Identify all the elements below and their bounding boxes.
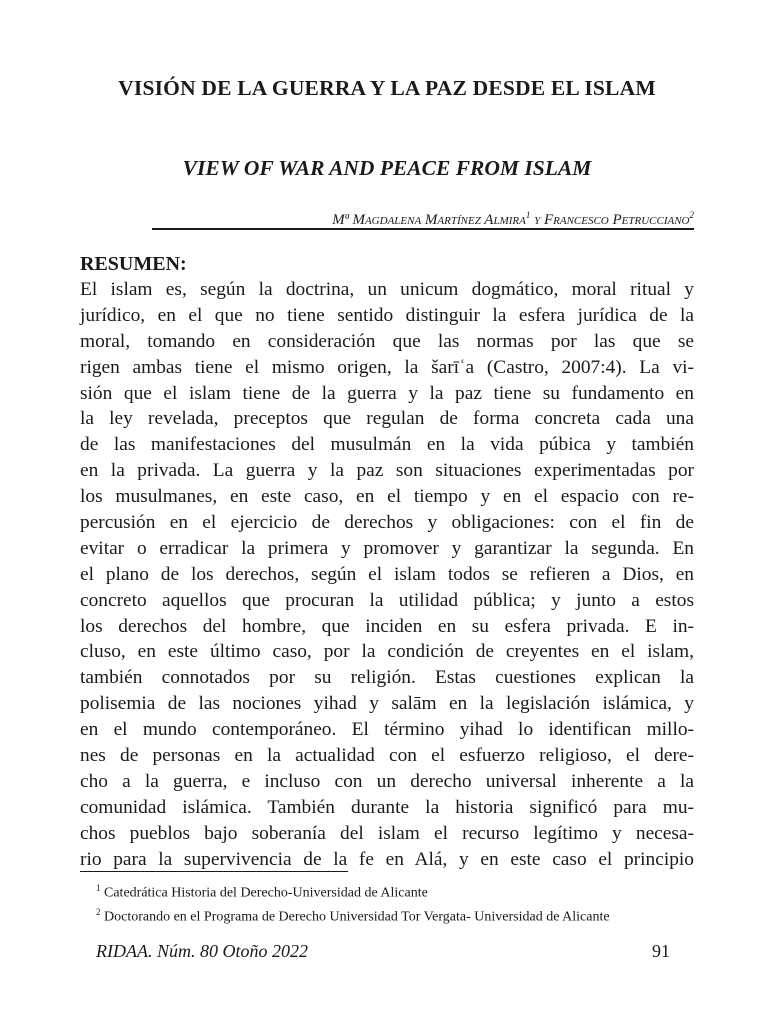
abstract-line: rigen ambas tiene el mismo origen, la šarīʿa (Castro, 2007:4). La vi- [80, 356, 694, 378]
footnote-separator [80, 871, 348, 872]
author-1-name: Mª Magdalena Martínez Almira [332, 212, 526, 228]
abstract-line: cluso, en este último caso, por la condición de creyentes en el islam, [80, 641, 694, 663]
footnotes [96, 879, 706, 926]
abstract-line: la ley revelada, preceptos que regulan de forma concreta cada una [80, 408, 694, 430]
author-2-footnote-ref: 2 [689, 210, 694, 220]
journal-citation: RIDAA. Núm. 80 Otoño 2022 [96, 941, 308, 961]
author-connector: y [530, 212, 544, 228]
title-spanish: VISIÓN DE LA GUERRA Y LA PAZ DESDE EL ISLAM [118, 76, 656, 100]
abstract-line: también connotados por su religión. Estas cuestiones explican la [80, 667, 694, 689]
footnote-2 [96, 903, 706, 927]
abstract-line: polisemia de las nociones yihad y salām en la legislación islámica, y [80, 693, 694, 715]
abstract-line: de las manifestaciones del musulmán en la vida púbica y también [80, 434, 694, 456]
abstract-line: comunidad islámica. También durante la historia significó para mu- [80, 796, 694, 818]
abstract-line: sión que el islam tiene de la guerra y la paz tiene su fundamento en [80, 382, 694, 404]
abstract-heading: RESUMEN: [80, 253, 187, 275]
footnote-2-text: Doctorando en el Programa de Derecho Universidad Tor Vergata- Universidad de Alicante [104, 909, 610, 925]
abstract-line: moral, tomando en consideración que las normas por las que se [80, 330, 694, 352]
abstract-line: cho a la guerra, e incluso con un derecho universal inherente a la [80, 770, 694, 792]
abstract-line: evitar o erradicar la primera y promover y garantizar la segunda. En [80, 537, 694, 559]
title-english: VIEW OF WAR AND PEACE FROM ISLAM [182, 156, 592, 180]
abstract-line: jurídico, en el que no tiene sentido distinguir la esfera jurídica de la [80, 304, 694, 326]
abstract-line: los derechos del hombre, que inciden en su esfera privada. E in- [80, 615, 694, 637]
abstract-body [80, 277, 694, 872]
abstract-line: percusión en el ejercicio de derechos y obligaciones: con el fin de [80, 512, 694, 534]
author-line [332, 205, 694, 230]
abstract-line: chos pueblos bajo soberanía del islam el recurso legítimo y necesa- [80, 822, 694, 844]
footnote-1-number: 1 [96, 883, 101, 893]
footnote-2-number: 2 [96, 906, 101, 917]
abstract-line: nes de personas en la actualidad con el esfuerzo religioso, el dere- [80, 745, 694, 767]
footnote-1 [96, 879, 706, 903]
author-1-footnote-ref: 1 [525, 210, 531, 220]
abstract-line: en la privada. La guerra y la paz son situaciones experimentadas por [80, 460, 694, 482]
abstract-line: El islam es, según la doctrina, un unicum dogmático, moral ritual y [80, 279, 694, 300]
abstract-line: los musulmanes, en este caso, en el tiempo y en el espacio con re- [80, 486, 694, 508]
footnote-1-text: Catedrática Historia del Derecho-Universidad de Alicante [104, 885, 428, 901]
abstract-line: el plano de los derechos, según el islam todos se refieren a Dios, en [80, 563, 694, 585]
abstract-line: en el mundo contemporáneo. El término yihad lo identifican millo- [80, 719, 694, 741]
abstract-line: rio para la supervivencia de la fe en Alá, y en este caso el principio [80, 848, 694, 870]
author-underline [152, 228, 694, 230]
page-number: 91 [652, 941, 670, 961]
abstract-line: concreto aquellos que procuran la utilidad pública; y junto a estos [80, 589, 694, 611]
author-2-name: Francesco Petrucciano [543, 212, 690, 228]
